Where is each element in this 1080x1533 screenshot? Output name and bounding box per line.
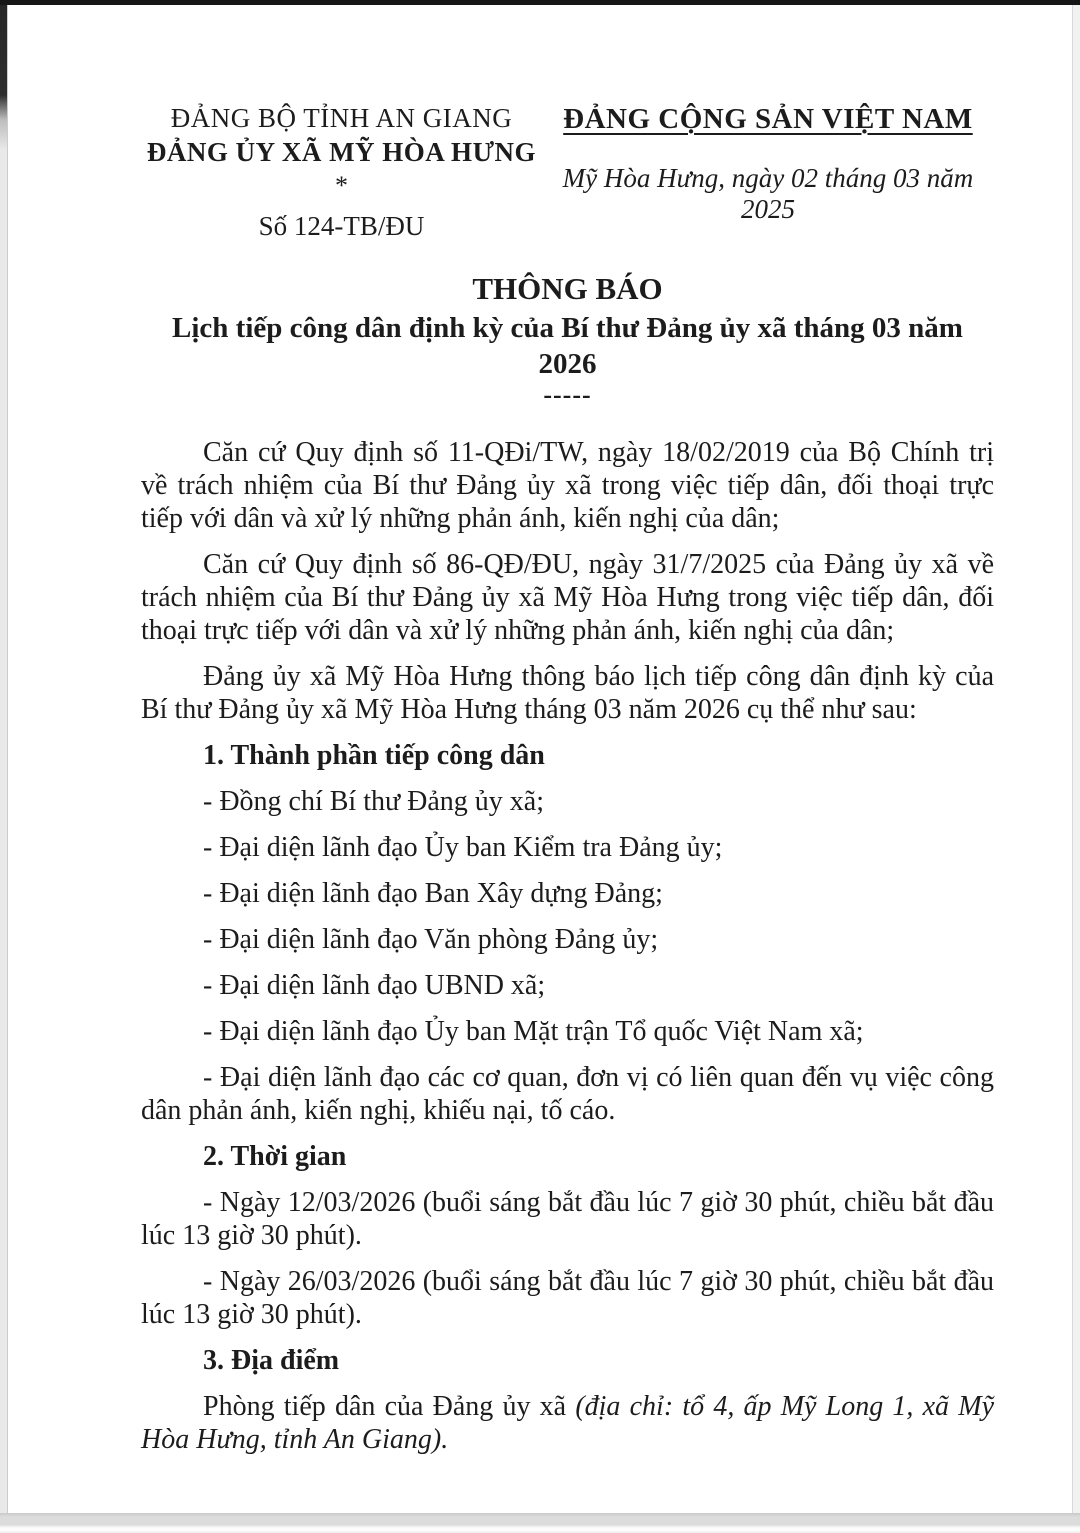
party-name: ĐẢNG CỘNG SẢN VIỆT NAM: [563, 103, 973, 135]
org-parent-name: ĐẢNG BỘ TỈNH AN GIANG: [170, 103, 513, 133]
org-star-separator: *: [334, 171, 348, 200]
participant-item: - Đại diện lãnh đạo Ủy ban Kiểm tra Đảng ủy;: [203, 832, 723, 863]
national-motto-block: [542, 101, 994, 242]
schedule-item: - Ngày 26/03/2026 (buổi sáng bắt đầu lúc 7 giờ 30 phút, chiều bắt đầu lúc 13 giờ 30 phút).: [141, 1266, 994, 1330]
participant-item: - Đại diện lãnh đạo Ủy ban Mặt trận Tổ quốc Việt Nam xã;: [203, 1016, 864, 1047]
participant-item: - Đại diện lãnh đạo Văn phòng Đảng ủy;: [203, 924, 659, 955]
document-body: [141, 436, 994, 1456]
issuing-org-block: [141, 101, 542, 242]
document-page: [9, 5, 1072, 1513]
announcement-paragraph: Đảng ủy xã Mỹ Hòa Hưng thông báo lịch tiếp công dân định kỳ của Bí thư Đảng ủy xã Mỹ Hòa Hưng tháng 03 năm 2026 cụ thể như sau:: [141, 661, 994, 725]
schedule-item: - Ngày 12/03/2026 (buổi sáng bắt đầu lúc 7 giờ 30 phút, chiều bắt đầu lúc 13 giờ 30 phút).: [141, 1187, 994, 1251]
page-gap-separator: [0, 1513, 1080, 1533]
title-divider: -----: [543, 380, 592, 409]
document-number: Số 124-TB/ĐU: [258, 211, 425, 241]
document-title: THÔNG BÁO: [472, 271, 663, 306]
document-subtitle: Lịch tiếp công dân định kỳ của Bí thư Đảng ủy xã tháng 03 năm 2026: [172, 312, 963, 380]
location-paragraph: [141, 1390, 994, 1456]
participant-item: - Đại diện lãnh đạo UBND xã;: [203, 970, 546, 1001]
participant-item: - Đồng chí Bí thư Đảng ủy xã;: [203, 786, 545, 817]
location-address: (địa chỉ: tổ 4, ấp Mỹ Long 1, xã Mỹ Hòa Hưng, tỉnh An Giang).: [141, 1391, 995, 1455]
legal-basis-paragraph: Căn cứ Quy định số 11-QĐi/TW, ngày 18/02/2019 của Bộ Chính trị về trách nhiệm của Bí thư Đảng ủy xã trong việc tiếp dân, đối thoại trực tiếp với dân và xử lý những phản ánh, kiến nghị của dân;: [141, 437, 994, 534]
top-border-bar: [0, 0, 1080, 5]
org-name: ĐẢNG ỦY XÃ MỸ HÒA HƯNG: [146, 137, 537, 167]
participant-item: - Đại diện lãnh đạo các cơ quan, đơn vị có liên quan đến vụ việc công dân phản ánh, kiến nghị, khiếu nại, tố cáo.: [141, 1062, 994, 1126]
place-date-line: Mỹ Hòa Hưng, ngày 02 tháng 03 năm 2025: [562, 163, 974, 224]
section-heading-location: 3. Địa điểm: [203, 1345, 340, 1376]
location-text: Phòng tiếp dân của Đảng ủy xã: [203, 1391, 576, 1422]
left-page-edge: [0, 0, 8, 1533]
document-header: [141, 101, 994, 242]
section-heading-time: 2. Thời gian: [203, 1141, 347, 1172]
title-block: [141, 270, 994, 408]
section-heading-participants: 1. Thành phần tiếp công dân: [203, 740, 545, 771]
legal-basis-paragraph: Căn cứ Quy định số 86-QĐ/ĐU, ngày 31/7/2025 của Đảng ủy xã về trách nhiệm của Bí thư Đảng ủy xã Mỹ Hòa Hưng trong việc tiếp dân, đối thoại trực tiếp với dân và xử lý những phản ánh, kiến nghị của dân;: [141, 549, 994, 646]
participant-item: - Đại diện lãnh đạo Ban Xây dựng Đảng;: [203, 878, 663, 909]
right-page-edge: [1072, 5, 1080, 1533]
